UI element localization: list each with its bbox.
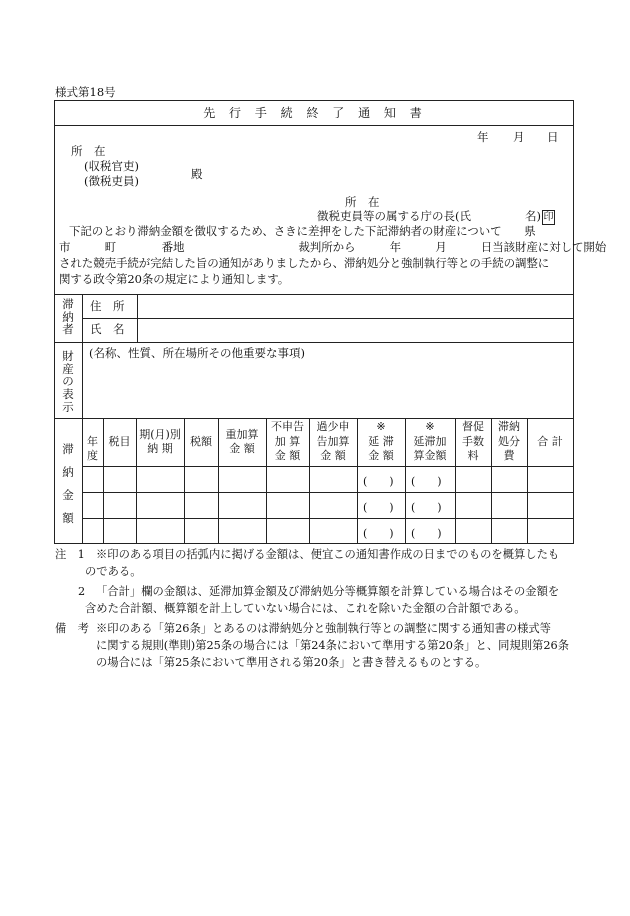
remark-line-1: ※印のある「第26条」とあるのは滞納処分と強制執行等との調整に関する通知書の様式等 <box>96 622 551 635</box>
table-row-line <box>82 492 573 493</box>
table-header-text: 期(月)別 <box>139 427 181 441</box>
table-header-text: 延滞加 <box>413 434 447 448</box>
table-row-line <box>82 466 573 467</box>
body-line-1: 下記のとおり滞納金額を徴収するため、さきに差押をした下記滞納者の財産について 県 <box>69 224 536 238</box>
note-1-line-2: のである。 <box>85 565 142 578</box>
property-placeholder: (名称、性質、所在場所その他重要な事項) <box>89 346 305 360</box>
note-2-line-2: 含めた合計額、概算額を計上していない場合には、これを除いた金額の合計額である。 <box>85 602 526 615</box>
body-line-3: された競売手続が完結した旨の通知がありましたから、滞納処分と強制執行等との手続の調整に <box>59 256 550 270</box>
table-header-cell <box>184 435 218 450</box>
body-divider <box>55 294 573 295</box>
table-header-cell <box>136 428 184 457</box>
table-header-text: 金 額 <box>368 449 394 463</box>
table-header-text: 督促 <box>462 420 484 434</box>
table-header-text: 金 額 <box>274 449 301 463</box>
body-line-2: 市 町 番地 裁判所から 年 月 日当該財産に対して開始 <box>59 240 607 254</box>
date-year: 年 <box>477 130 489 144</box>
amount-label: 滞納金額 <box>62 442 74 525</box>
address-label: 住 所 <box>90 299 125 313</box>
date-day: 日 <box>547 130 559 144</box>
table-header-cell <box>405 420 455 464</box>
table-header-cell <box>357 420 405 464</box>
table-header-cell <box>491 420 527 464</box>
table-header-text: 告加算 <box>316 434 350 448</box>
table-header-cell <box>309 420 357 464</box>
name-label: 氏 名 <box>90 322 125 336</box>
seal-mark: 印 <box>543 212 554 223</box>
table-header-text: 処分 <box>498 434 520 448</box>
note-1-line-1: ※印のある項目の括弧内に掲げる金額は、便宜この通知書作成の日までのものを概算したも <box>96 548 560 561</box>
sender-name-line <box>317 210 555 225</box>
table-header-text: 税額 <box>190 434 212 448</box>
estimate-paren: ( ) <box>411 501 442 514</box>
addressee-honorific: 殿 <box>191 167 203 181</box>
table-header-text: 過少申 <box>316 420 350 434</box>
table-header-text: 滞納 <box>498 420 520 434</box>
table-header-cell <box>266 420 309 464</box>
table-header-text: 金 額 <box>229 442 255 455</box>
note-1-label: 注 1 <box>55 548 85 561</box>
remark-label: 備 考 <box>55 622 89 635</box>
table-header-text: 重加算 <box>225 427 259 441</box>
table-header-text: ※ <box>376 420 386 434</box>
addressee-location: 所 在 <box>71 144 106 158</box>
table-header-cell <box>82 435 103 464</box>
table-header-cell <box>455 420 491 464</box>
date-month: 月 <box>513 130 525 144</box>
table-header-text: 税目 <box>108 434 131 448</box>
table-header-text: 金 額 <box>320 449 346 463</box>
body-line-4: 関する政令第20条の規定により通知します。 <box>59 272 290 286</box>
table-header-text: 加 算 <box>274 434 301 448</box>
table-header-text: 不申告 <box>271 420 304 434</box>
table-header-text: 年度 <box>87 434 98 463</box>
estimate-paren: ( ) <box>411 475 442 488</box>
table-header-text: 費 <box>503 449 515 463</box>
sender-name-prefix: 徴税吏員等の属する庁の長(氏 <box>317 209 471 223</box>
table-header-text: 納 期 <box>147 442 173 455</box>
form-title: 先 行 手 続 終 了 通 知 書 <box>203 106 427 120</box>
table-header-text: ※ <box>425 420 435 434</box>
estimate-paren: ( ) <box>363 501 394 514</box>
estimate-paren: ( ) <box>411 527 442 540</box>
estimate-paren: ( ) <box>363 475 394 488</box>
property-label: 財産の表示 <box>62 349 74 414</box>
remark-line-3: の場合には「第25条において準用される第20条」と書き替えるものとする。 <box>96 656 487 669</box>
estimate-paren: ( ) <box>363 527 394 540</box>
table-header-cell <box>527 435 573 450</box>
addressee-collector-1: (収税官吏) <box>84 159 139 173</box>
table-header-text: 料 <box>467 449 479 463</box>
table-header-text: 合 計 <box>537 434 563 448</box>
addressee-collector-2: (徴税吏員) <box>84 174 139 188</box>
remark-line-2: に関する規則(準則)第25条の場合には「第24条において準用する第20条」と、同規則第26条 <box>96 639 570 652</box>
table-header-cell <box>103 435 136 450</box>
sender-location: 所 在 <box>345 195 380 209</box>
table-header-text: 延 滞 <box>368 434 394 448</box>
delinquent-label: 滞納者 <box>62 297 74 337</box>
form-number: 様式第18号 <box>55 85 116 99</box>
table-header-cell <box>218 428 266 457</box>
notice-form <box>54 100 607 544</box>
note-2-label: 2 <box>78 585 86 598</box>
table-header-text: 算金額 <box>413 449 447 463</box>
sender-name-suffix: 名) <box>525 209 541 223</box>
table-header-text: 手数 <box>462 434 484 448</box>
title-divider <box>55 125 573 126</box>
note-2-line-1: 「合計」欄の金額は、延滞加算金額及び滞納処分等概算額を計算している場合はその金額を <box>96 585 560 598</box>
table-row-line <box>82 518 573 519</box>
